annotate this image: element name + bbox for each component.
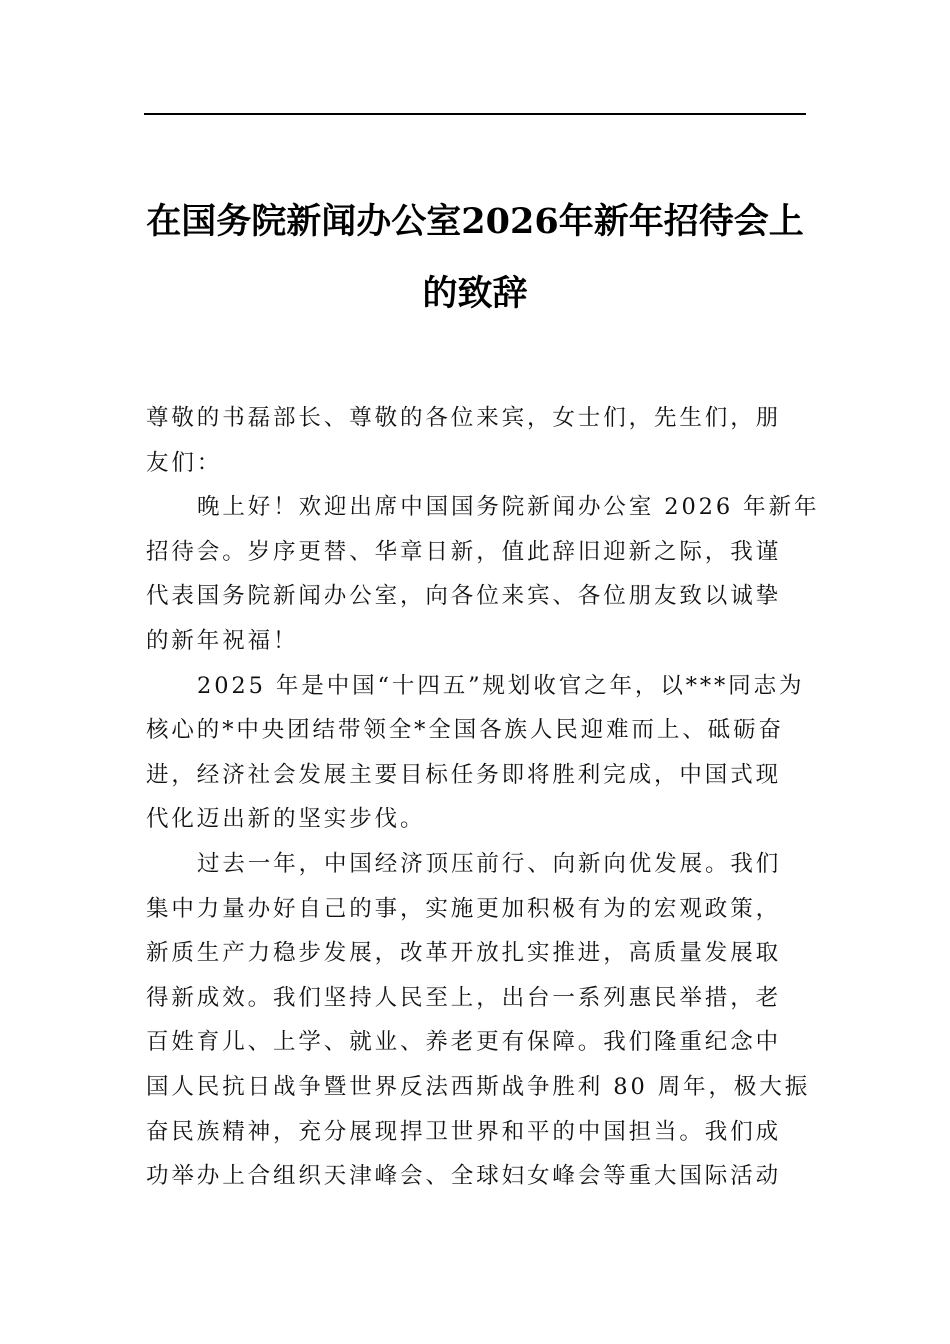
paragraph-line: 进，经济社会发展主要目标任务即将胜利完成，中国式现 [146,761,782,788]
title-line-2: 的致辞 [422,273,528,314]
paragraph-line: 代化迈出新的坚实步伐。 [146,806,426,833]
paragraph-line: 集中力量办好自己的事，实施更加积极有为的宏观政策， [146,895,782,922]
paragraph-line: 代表国务院新闻办公室，向各位来宾、各位朋友致以诚挚 [146,583,782,610]
salutation-line: 尊敬的书磊部长、尊敬的各位来宾，女士们，先生们，朋 [146,405,782,431]
title-line-1: 在国务院新闻办公室2026年新年招待会上 [146,201,804,242]
salutation [146,396,806,485]
paragraph-line: 2025 年是中国“十四五”规划收官之年，以***同志为 [197,672,805,699]
paragraph-line: 功举办上合组织天津峰会、全球妇女峰会等重大国际活动 [146,1163,782,1190]
paragraph-line: 国人民抗日战争暨世界反法西斯战争胜利 80 周年，极大振 [146,1073,811,1100]
paragraph-line: 过去一年，中国经济顶压前行、向新向优发展。我们 [197,850,782,877]
paragraph-line: 核心的*中央团结带领全*全国各族人民迎难而上、砥砺奋 [146,717,784,744]
paragraph-line: 百姓育儿、上学、就业、养老更有保障。我们隆重纪念中 [146,1029,782,1056]
paragraph-line: 得新成效。我们坚持人民至上，出台一系列惠民举措，老 [146,984,782,1011]
salutation-line: 友们： [146,449,223,476]
document-body [146,396,820,1199]
paragraph-line: 的新年祝福！ [146,627,299,654]
paragraph-line: 招待会。岁序更替、华章日新，值此辞旧迎新之际，我谨 [146,538,782,565]
paragraph-line: 新质生产力稳步发展，改革开放扎实推进，高质量发展取 [146,940,782,967]
paragraph-2025 [146,664,806,842]
paragraph-line: 晚上好！欢迎出席中国国务院新闻办公室 2026 年新年 [197,494,820,521]
header-rule [144,113,806,115]
paragraph-past-year [146,842,811,1199]
document-title [120,186,830,330]
paragraph-line: 奋民族精神，充分展现捍卫世界和平的中国担当。我们成 [146,1118,782,1145]
paragraph-greeting [146,485,820,663]
